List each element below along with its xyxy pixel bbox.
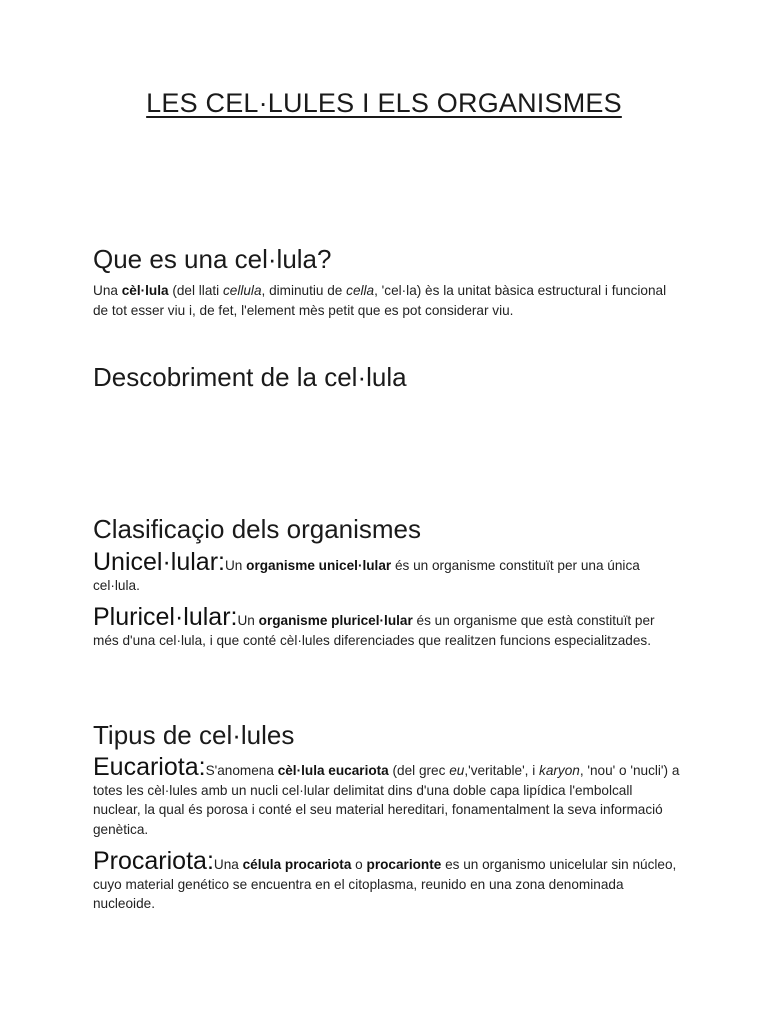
italic-term: eu: [449, 763, 465, 778]
bold-term: célula procariota: [242, 857, 352, 872]
text: és un organisme constituït per una única cel·lula.: [93, 558, 640, 593]
text: es un organismo unicelular sin núcleo, cuyo material genético se encuentra en el citoplasma, reunido en una zona denominada nucleoide.: [93, 857, 677, 911]
text: Un: [237, 613, 259, 628]
text: Una: [213, 857, 243, 872]
paragraph-pluricellular: [93, 603, 683, 650]
text: , diminutiu de: [261, 283, 347, 298]
heading-que-es: Que es una cel·lula?: [93, 244, 332, 274]
bold-term: cèl·lula: [121, 283, 169, 298]
text: (del grec: [388, 763, 450, 778]
paragraph-procariota: [93, 847, 683, 914]
text: Una: [93, 283, 122, 298]
bold-term: organisme unicel·lular: [246, 558, 392, 573]
bold-term: organisme pluricel·lular: [258, 613, 413, 628]
italic-term: karyon: [539, 763, 580, 778]
text: (del llati: [168, 283, 223, 298]
paragraph-unicellular: [93, 548, 683, 595]
term-procariota: Procariota:: [93, 847, 214, 875]
paragraph-que-es: [93, 281, 683, 320]
term-pluricellular: Pluricel·lular:: [93, 603, 238, 631]
text: Un: [224, 558, 247, 573]
text: és un organisme que està constituït per més d'una cel·lula, i que conté cèl·lules diferenciades que realitzen funcions especialitzades.: [93, 613, 655, 648]
term-unicellular: Unicel·lular:: [93, 548, 225, 576]
term-eucariota: Eucariota:: [93, 753, 206, 781]
heading-tipus: Tipus de cel·lules: [93, 720, 295, 750]
text: o: [351, 857, 367, 872]
text: S'anomena: [205, 763, 278, 778]
heading-descobriment: Descobriment de la cel·lula: [93, 362, 407, 392]
heading-clasificacio: Clasificaçio dels organismes: [93, 514, 422, 544]
text: , 'cel·la) ès la unitat bàsica estructural i funcional de tot esser viu i, de fet, l'element mès petit que es pot considerar viu.: [93, 283, 667, 318]
text: , 'nou' o 'nucli') a totes les cèl·lules amb un nucli cel·lular delimitat dins d'una doble capa lipídica l'embolcall nuclear, la qual és porosa i conté el seu material hereditari, fonamentalment la seva informació genètica.: [93, 763, 680, 837]
italic-term: cella: [346, 283, 375, 298]
italic-term: cellula: [222, 283, 262, 298]
bold-term: cèl·lula eucariota: [277, 763, 389, 778]
paragraph-eucariota: [93, 753, 683, 839]
bold-term: procarionte: [366, 857, 442, 872]
text: ,'veritable', i: [464, 763, 540, 778]
document-title: LES CEL·LULES I ELS ORGANISMES: [146, 88, 622, 118]
